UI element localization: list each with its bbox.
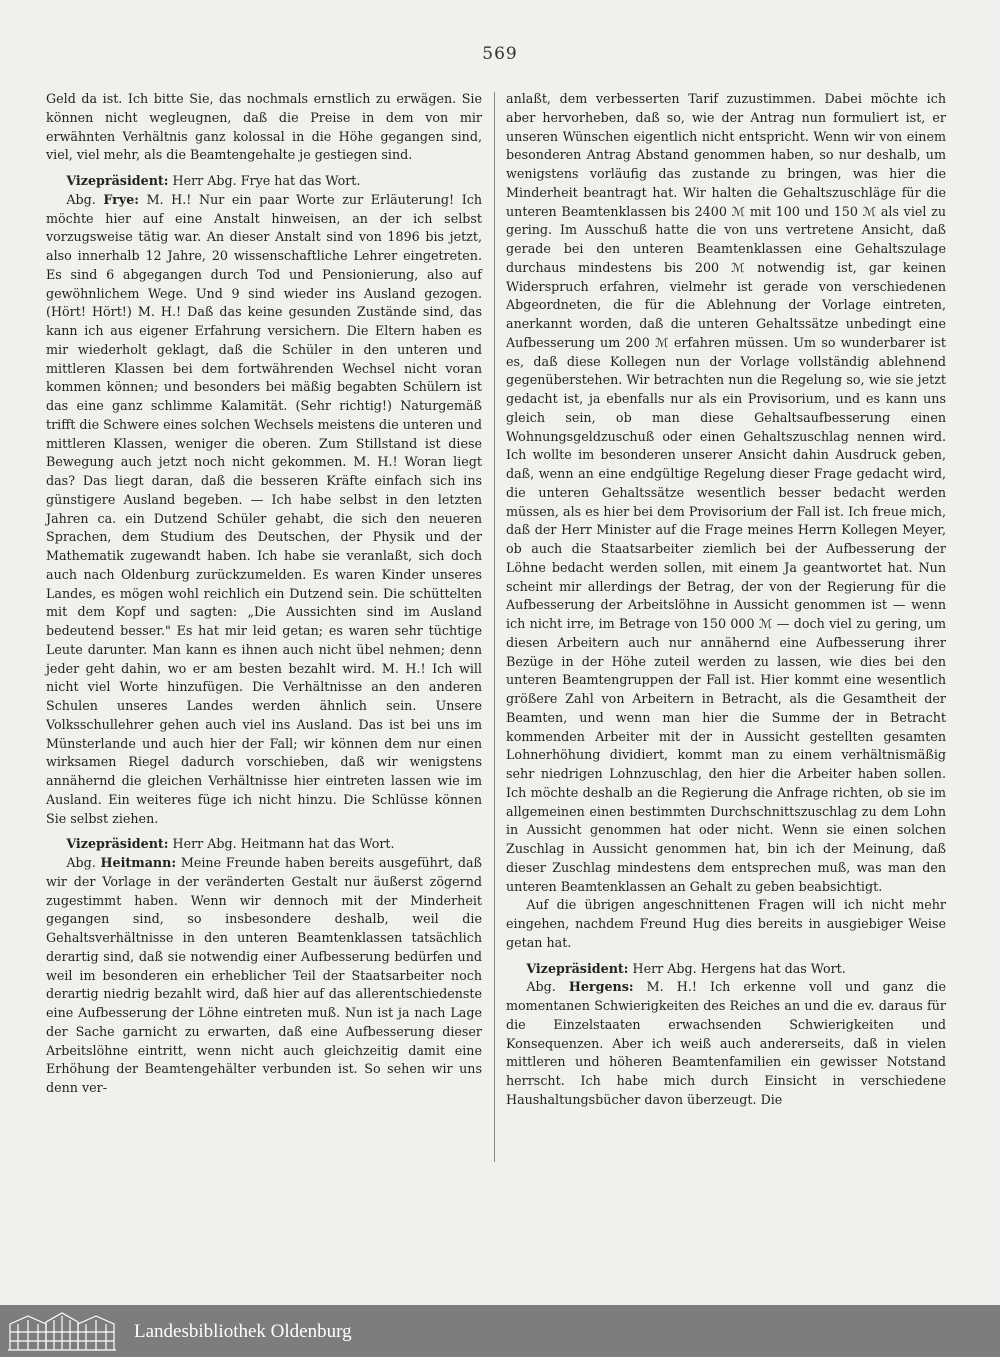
speaker-name: Vizepräsident: — [66, 173, 169, 188]
speaker-name: Vizepräsident: — [526, 960, 629, 976]
speaker-name: Vizepräsident: — [66, 836, 169, 852]
paragraph: Vizepräsident: Herr Abg. Frye hat das Wort. — [66, 173, 361, 188]
page-number: 569 — [482, 44, 518, 64]
left-column — [46, 90, 482, 1098]
footer-bar — [0, 1305, 1000, 1357]
paragraph: Abg. Heitmann: Meine Freunde haben bereits ausgeführt, daß wir der Vorlage in der veränderten Gestalt nur äußerst zögernd zugestimmt haben. Wenn wir dennoch mit der Minderheit gegangen sind, so insbesondere deshalb, weil die Gehaltsverhältnisse in den unteren Beamtenklassen tatsächlich derartig sind, daß sie notwendig einer Aufbesserung bedürfen und weil im besonderen ein erheblicher Teil der Staatsarbeiter noch derartig niedrig bezahlt wird, daß hier auf das allerentschiedenste eine Aufbesserung der Löhne eintreten muß. Nun ist ja nach Lage der Sache garnicht zu erwarten, daß eine Aufbesserung dieser Arbeitslöhne eintritt, wenn nicht auch gleichzeitig damit eine Erhöhung der Beamtengehälter verbunden ist. So sehen wir uns denn ver- — [46, 855, 482, 1095]
library-name: Landesbibliothek Oldenburg — [134, 1321, 352, 1342]
paragraph: Vizepräsident: Herr Abg. Hergens hat das Wort. — [526, 960, 846, 976]
speaker-name: Heitmann: — [100, 855, 177, 870]
right-column — [506, 90, 946, 1110]
paragraph: Abg. Hergens: M. H.! Ich erkenne voll und ganz die momentanen Schwierigkeiten des Reiches an und die ev. daraus für die Einzelstaaten erwachsenden Schwierigkeiten und Konsequenzen. Aber ich weiß auch andererseits, daß in vielen mittleren und höheren Beamtenfamilien ein gewisser Notstand herrscht. Ich habe mich durch Einsicht in verschiedene Haushaltungsbücher davon überzeugt. Die — [506, 979, 946, 1107]
paragraph: Auf die übrigen angeschnittenen Fragen will ich nicht mehr eingehen, nachdem Freund Hug dies bereits in ausgiebiger Weise getan hat. — [506, 897, 946, 950]
library-building-icon — [6, 1310, 118, 1354]
speaker-name: Hergens: — [568, 979, 634, 995]
column-divider — [494, 92, 495, 1162]
paragraph: Vizepräsident: Herr Abg. Heitmann hat das Wort. — [66, 836, 395, 852]
paragraph: Geld da ist. Ich bitte Sie, das nochmals ernstlich zu erwägen. Sie können nicht wegleugnen, daß die Preise in dem von mir erwähnten Verhältnis ganz kolossal in die Höhe gegangen sind, viel, viel mehr, als die Beamtengehalte je gestiegen sind. — [46, 91, 482, 163]
speaker-name: Frye: — [103, 191, 139, 207]
paragraph: anlaßt, dem verbesserten Tarif zuzustimmen. Dabei möchte ich aber hervorheben, daß so, wie der Antrag nun formuliert ist, er unseren Wünschen eigentlich nicht entspricht. Wenn wir von einem besonderen Antrag Abstand genommen haben, so nur deshalb, um wenigstens vorläufig das zustande zu bringen, was hier die Minderheit beantragt hat. Wir halten die Gehaltszuschläge für die unteren Beamtenklassen bis 2400 ℳ mit 100 und 150 ℳ als viel zu gering. Im Ausschuß hatte die von uns vertretene Ansicht, daß gerade bei den unteren Beamtenklassen eine Gehaltszulage durchaus mindestens bis 200 ℳ notwendig ist, gar keinen Widerspruch erfahren, vielmehr ist gerade von verschiedenen Abgeordneten, die für die Ablehnung der Vorlage eintreten, anerkannt worden, daß die unteren Gehaltssätze unbedingt eine Aufbesserung um 200 ℳ erfahren müssen. Um so wunderbarer ist es, daß diese Kollegen nun der Vorlage vollständig ablehnend gegenüberstehen. Wir betrachten nun die Regelung so, wie sie jetzt gedacht ist, ja ebenfalls nur als ein Provisorium, und es kann uns gleich sein, ob man diese Gehaltsaufbesserung einen Wohnungsgeldzuschuß oder einen Gehaltszuschlag nennen wird. Ich wollte im besonderen unserer Ansicht dahin Ausdruck geben, daß, wenn an eine endgültige Regelung dieser Frage gedacht wird, die unteren Gehaltssätze wesentlich besser bedacht werden müssen, als es hier bei dem Provisorium der Fall ist. Ich freue mich, daß der Herr Minister auf die Frage meines Herrn Kollegen Meyer, ob auch die Staatsarbeiter ziemlich bei der Aufbesserung der Löhne bedacht werden sollen, mit einem Ja geantwortet hat. Nun scheint mir allerdings der Betrag, der von der Regierung für die Aufbesserung der Arbeitslöhne in Aussicht genommen ist — wenn ich nicht irre, im Betrage von 150 000 ℳ — doch viel zu gering, um diesen Arbeitern auch nur annähernd eine Aufbesserung ihrer Bezüge in der Höhe zuteil werden zu lassen, wie dies bei den unteren Beamtengruppen der Fall ist. Hier kommt eine wesentlich größere Zahl von Arbeitern in Betracht, als die Gesamtheit der Beamten, und wenn man hier die Summe der in Betracht kommenden Arbeiter mit der in Aussicht gestellten gesamten Lohnerhöhung dividiert, kommt man zu einem verhältnismäßig sehr niedrigen Lohnzuschlag, den hier die Arbeiter haben sollen. Ich möchte deshalb an die Regierung die Anfrage richten, ob sie im allgemeinen einen bestimmten Durchschnittszuschlag zu dem Lohn in Aussicht genommen hat oder nicht. Wenn sie einen solchen Zuschlag in Aussicht genommen hat, bin ich der Meinung, daß dieser Zuschlag mindestens dem entsprechen muß, was man den unteren Beamtenklassen an Gehalt zu geben beabsichtigt. — [506, 91, 946, 894]
paragraph: Abg. Frye: M. H.! Nur ein paar Worte zur Erläuterung! Ich möchte hier auf eine Anstalt hinweisen, an der ich selbst vorzugsweise tätig war. An dieser Anstalt sind von 1896 bis jetzt, also innerhalb 12 Jahre, 20 wissenschaftliche Lehrer eingetreten. Es sind 6 abgegangen durch Tod und Pensionierung, also auf gewöhnlichem Wege. Und 9 sind wieder ins Ausland gezogen. (Hört! Hört!) M. H.! Daß das keine gesunden Zustände sind, das kann ich aus eigener Erfahrung versichern. Die Eltern haben es mir wiederholt geklagt, daß die Schüler in den unteren und mittleren Klassen bei dem fortwährenden Wechsel nicht voran kommen können; und besonders bei mäßig begabten Schülern ist das eine ganz schlimme Kalamität. (Sehr richtig!) Naturgemäß trifft die Schwere eines solchen Wechsels meistens die unteren und mittleren Klassen, weniger die oberen. Zum Stillstand ist diese Bewegung auch jetzt noch nicht gekommen. M. H.! Woran liegt das? Das liegt daran, daß die besseren Kräfte einfach sich ins günstigere Ausland begeben. — Ich habe selbst in den letzten Jahren ca. ein Dutzend Schüler gehabt, die sich den neueren Sprachen, dem Studium des Deutschen, der Physik und der Mathematik zugewandt haben. Ich habe sie veranlaßt, sich doch auch nach Oldenburg zurückzumelden. Es waren Kinder unseres Landes, es mögen wohl reichlich ein Dutzend sein. Die schüttelten mit dem Kopf und sagten: „Die Aussichten sind im Ausland bedeutend besser." Es hat mir leid getan; es waren sehr tüchtige Leute darunter. Man kann es ihnen auch nicht übel nehmen; denn jeder geht dahin, wo er am besten bezahlt wird. M. H.! Ich will nicht viel Worte hinzufügen. Die Verhältnisse an den anderen Schulen unseres Landes werden ähnlich sein. Unsere Volksschullehrer gehen auch viel ins Ausland. Das ist bei uns im Münsterlande und auch hier der Fall; wir können dem nur einen wirksamen Riegel dadurch vorschieben, daß wir wenigstens annähernd die gleichen Verhältnisse hier eintreten lassen wie im Ausland. Ein weiteres füge ich nicht hinzu. Die Schlüsse können Sie selbst ziehen. — [46, 191, 482, 826]
